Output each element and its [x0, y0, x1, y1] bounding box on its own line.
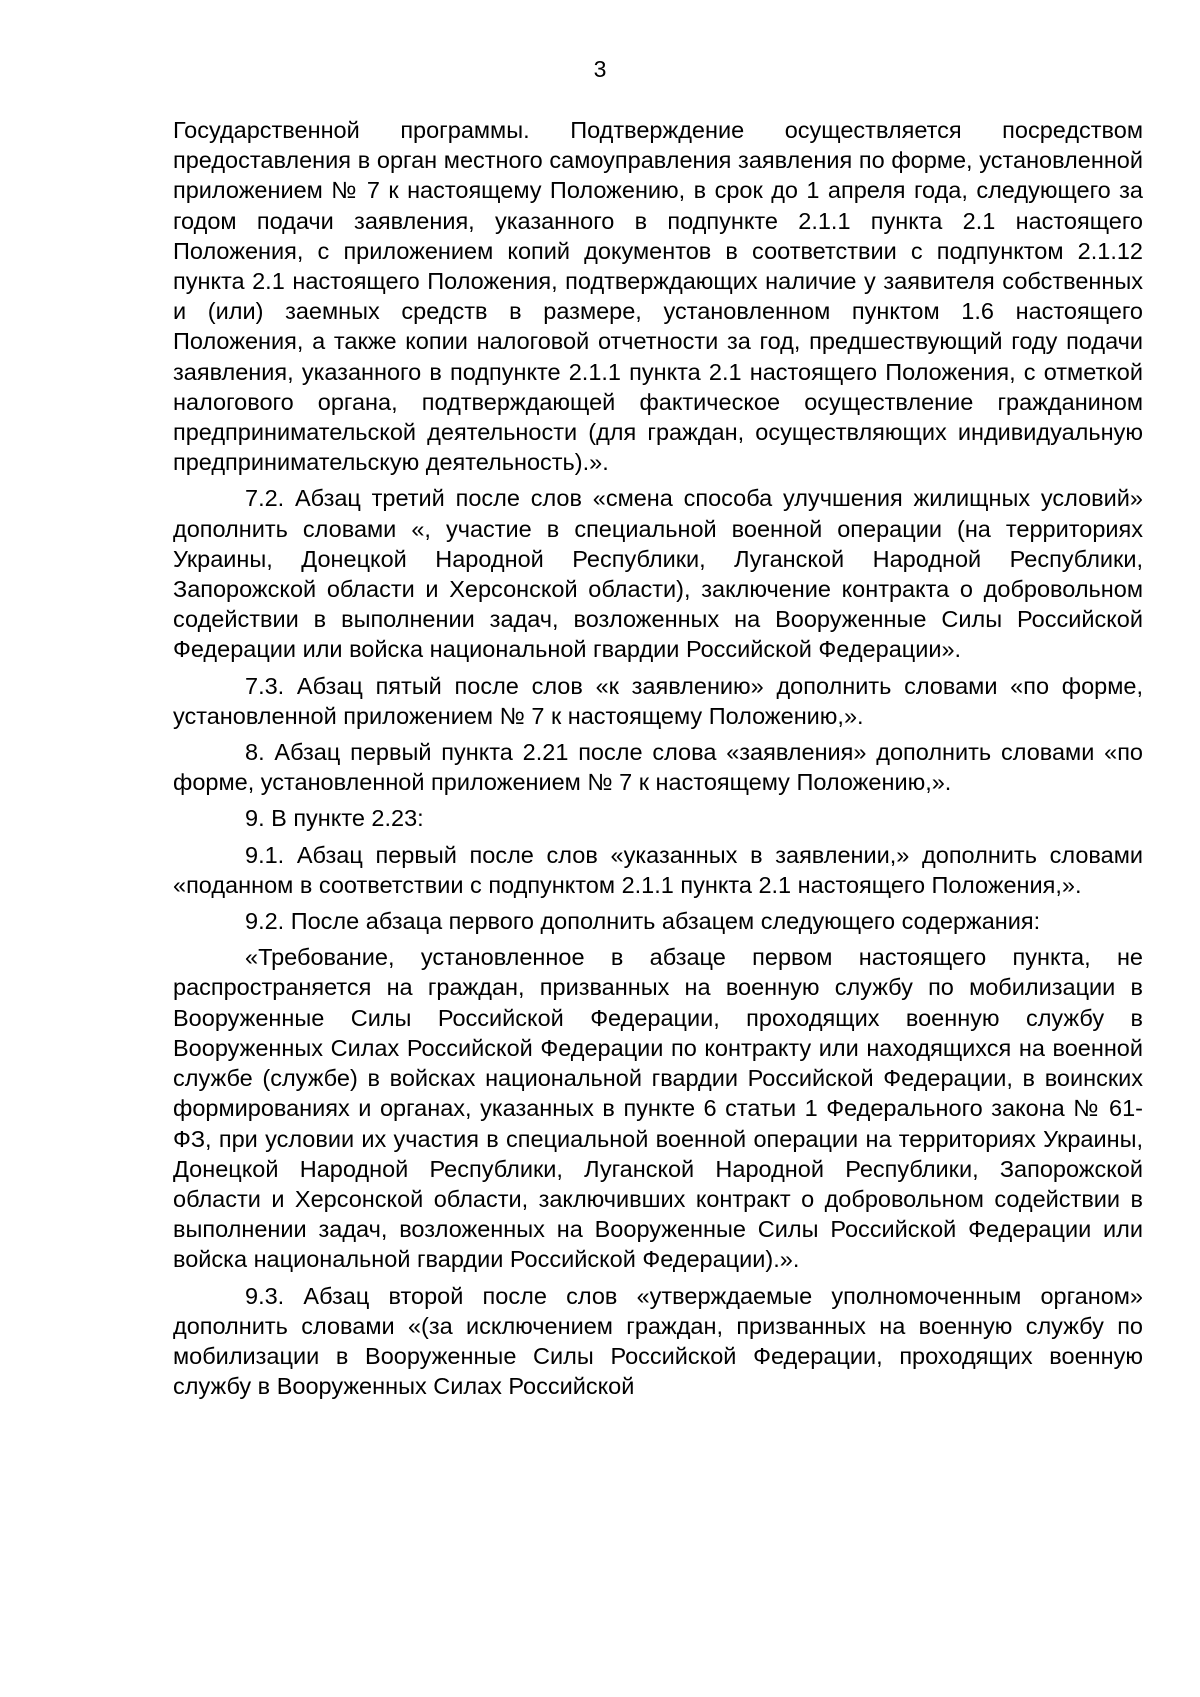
paragraph-9-2-quote: «Требование, установленное в абзаце первом настоящего пункта, не распространяется на граждан, призванных на военную службу по мобилизации в Вооруженные Силы Российской Федерации, проходящих военную службу в Вооруженных Силах Российской Федерации по контракту или находящихся на военной службе (службе) в войсках национальной гвардии Российской Федерации, в воинских формированиях и органах, указанных в пункте 6 статьи 1 Федерального закона № 61-ФЗ, при условии их участия в специальной военной операции на территориях Украины, Донецкой Народной Республики, Луганской Народной Республики, Запорожской области и Херсонской области, заключивших контракт о добровольном содействии в выполнении задач, возложенных на Вооруженные Силы Российской Федерации или войска национальной гвардии Российской Федерации).». — [173, 944, 1143, 1273]
paragraph-8: 8. Абзац первый пункта 2.21 после слова «заявления» дополнить словами «по форме, установленной приложением № 7 к настоящему Положению,». — [173, 739, 1143, 796]
paragraph-9-2: 9.2. После абзаца первого дополнить абзацем следующего содержания: — [245, 908, 1041, 935]
paragraph-7-3: 7.3. Абзац пятый после слов «к заявлению» дополнить словами «по форме, установленной приложением № 7 к настоящему Положению,». — [173, 672, 1143, 729]
document-body — [173, 115, 1143, 1401]
paragraph-9-3: 9.3. Абзац второй после слов «утверждаемые уполномоченным органом» дополнить словами «(за исключением граждан, призванных на военную службу по мобилизации в Вооруженные Силы Российской Федерации, проходящих военную службу в Вооруженных Силах Российской — [173, 1282, 1143, 1400]
page-number: 3 — [593, 56, 607, 82]
paragraph-9: 9. В пункте 2.23: — [245, 805, 424, 832]
paragraph-continuation: Государственной программы. Подтверждение осуществляется посредством предоставления в орган местного самоуправления заявления по форме, установленной приложением № 7 к настоящему Положению, в срок до 1 апреля года, следующего за годом подачи заявления, указанного в подпункте 2.1.1 пункта 2.1 настоящего Положения, с приложением копий документов в соответствии с подпунктом 2.1.12 пункта 2.1 настоящего Положения, подтверждающих наличие у заявителя собственных и (или) заемных средств в размере, установленном пунктом 1.6 настоящего Положения, а также копии налоговой отчетности за год, предшествующий году подачи заявления, указанного в подпункте 2.1.1 пункта 2.1 настоящего Положения, с отметкой налогового органа, подтверждающей фактическое осуществление гражданином предпринимательской деятельности (для граждан, осуществляющих индивидуальную предпринимательскую деятельность).». — [173, 117, 1143, 476]
paragraph-7-2: 7.2. Абзац третий после слов «смена способа улучшения жилищных условий» дополнить словами «, участие в специальной военной операции (на территориях Украины, Донецкой Народной Республики, Луганской Народной Республики, Запорожской области и Херсонской области), заключение контракта о добровольном содействии в выполнении задач, возложенных на Вооруженные Силы Российской Федерации или войска национальной гвардии Российской Федерации». — [173, 485, 1143, 663]
paragraph-9-1: 9.1. Абзац первый после слов «указанных в заявлении,» дополнить словами «поданном в соответствии с подпунктом 2.1.1 пункта 2.1 настоящего Положения,». — [173, 841, 1143, 898]
